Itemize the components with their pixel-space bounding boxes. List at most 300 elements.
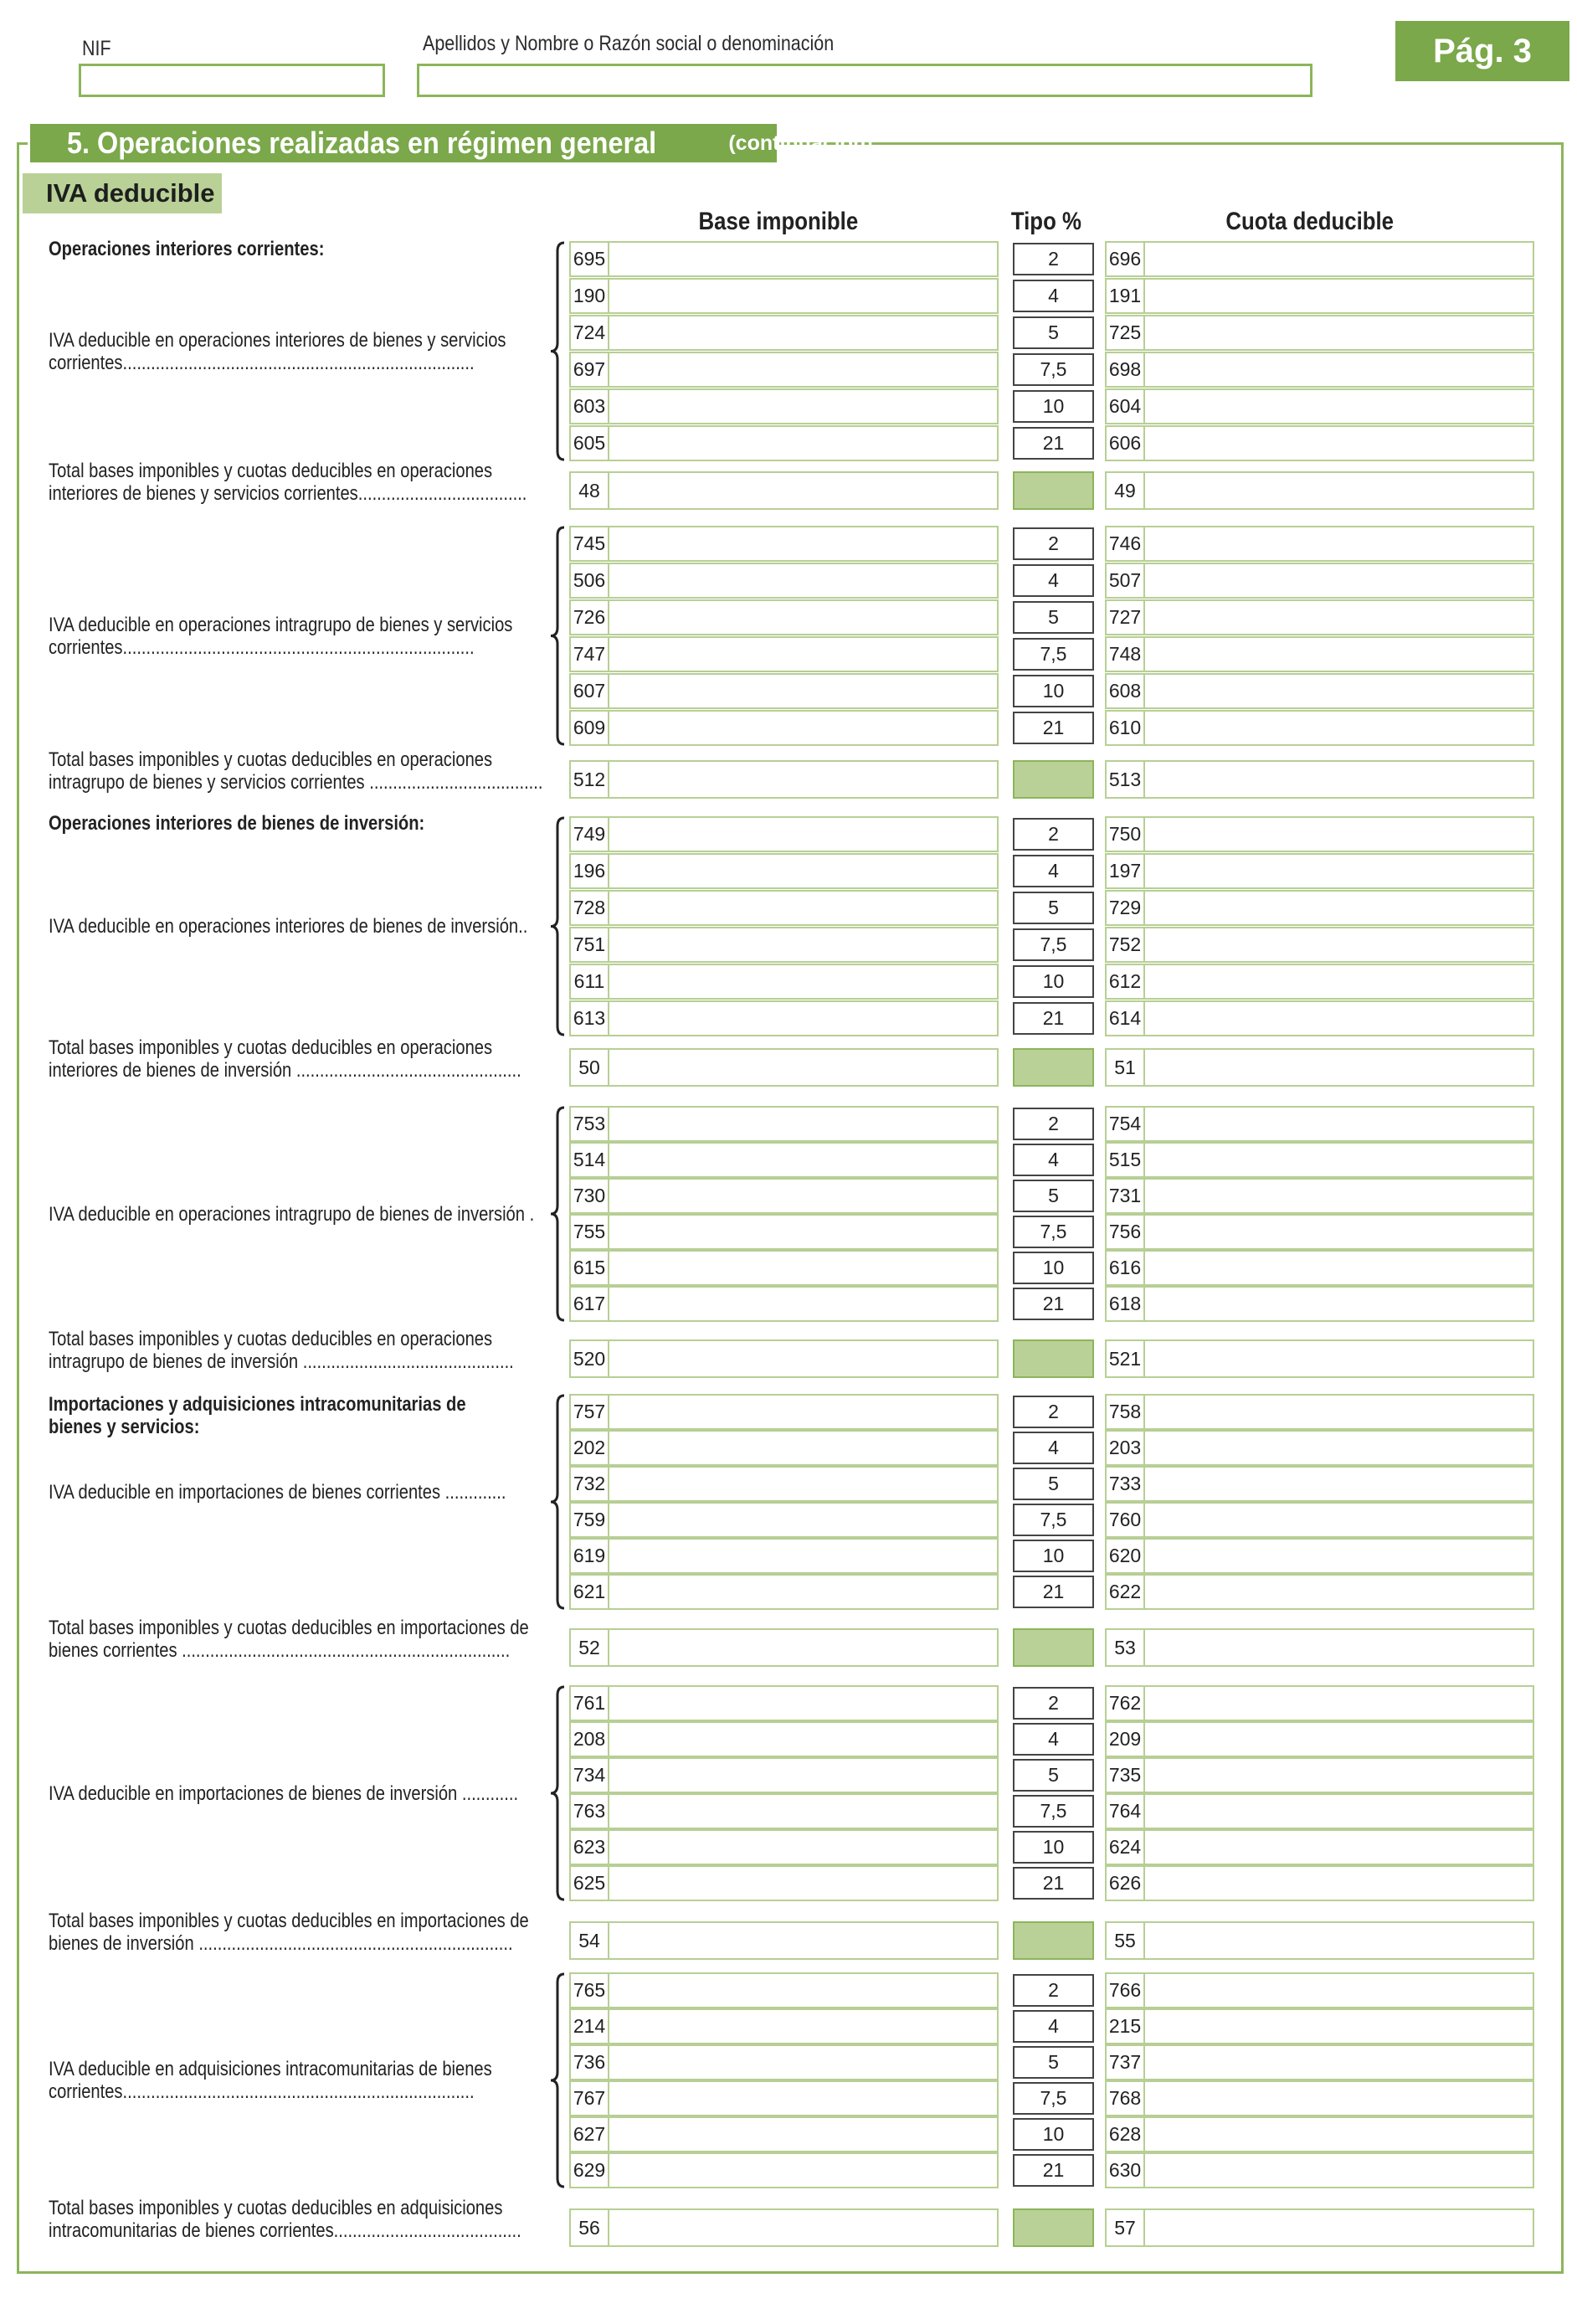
base-box-code: 757 — [571, 1396, 609, 1428]
tipo-rate: 4 — [1013, 1432, 1094, 1464]
tipo-rate: 5 — [1013, 892, 1094, 924]
tipo-rate: 10 — [1013, 1540, 1094, 1572]
cuota-box-code: 733 — [1107, 1468, 1145, 1500]
total-cuota-field[interactable] — [1105, 2208, 1534, 2247]
cuota-deducible-field[interactable] — [1105, 1178, 1534, 1214]
base-box-code: 751 — [571, 928, 609, 961]
cuota-deducible-field[interactable] — [1105, 1721, 1534, 1757]
cuota-input[interactable] — [1145, 427, 1533, 460]
cuota-deducible-field[interactable] — [1105, 1106, 1534, 1142]
cuota-box-code: 610 — [1107, 712, 1145, 744]
base-input[interactable] — [609, 1432, 997, 1464]
cuota-deducible-field[interactable] — [1105, 890, 1534, 926]
cuota-input[interactable] — [1145, 712, 1533, 744]
cuota-input[interactable] — [1145, 1831, 1533, 1864]
base-input[interactable] — [609, 316, 997, 349]
total-base-field[interactable] — [569, 1048, 999, 1087]
total-cuota-code: 53 — [1107, 1630, 1145, 1665]
base-box-code: 697 — [571, 353, 609, 386]
cuota-input[interactable] — [1145, 1288, 1533, 1320]
base-imponible-field[interactable] — [569, 2080, 999, 2116]
cuota-box-code: 746 — [1107, 527, 1145, 560]
base-input[interactable] — [609, 564, 997, 597]
base-imponible-field[interactable] — [569, 1286, 999, 1322]
cuota-input[interactable] — [1145, 1180, 1533, 1212]
group-label-line: corrientes........................................................................... — [49, 2080, 475, 2103]
base-input[interactable] — [609, 353, 997, 386]
base-input[interactable] — [609, 928, 997, 961]
base-box-code: 767 — [571, 2082, 609, 2115]
base-imponible-field[interactable] — [569, 1502, 999, 1538]
base-imponible-field[interactable] — [569, 241, 999, 277]
cuota-deducible-field[interactable] — [1105, 2116, 1534, 2152]
cuota-input[interactable] — [1145, 1974, 1533, 2007]
base-input[interactable] — [609, 855, 997, 887]
total-base-input[interactable] — [609, 2210, 997, 2245]
cuota-deducible-field[interactable] — [1105, 1430, 1534, 1466]
cuota-box-code: 750 — [1107, 818, 1145, 851]
total-label — [49, 1328, 514, 1373]
tipo-rate: 5 — [1013, 1468, 1094, 1500]
cuota-deducible-field[interactable] — [1105, 853, 1534, 889]
cuota-input[interactable] — [1145, 2010, 1533, 2043]
base-box-code: 605 — [571, 427, 609, 460]
base-imponible-field[interactable] — [569, 636, 999, 672]
total-cuota-input[interactable] — [1145, 1341, 1533, 1376]
cuota-input[interactable] — [1145, 353, 1533, 386]
base-imponible-field[interactable] — [569, 890, 999, 926]
cuota-input[interactable] — [1145, 1504, 1533, 1536]
tipo-rate: 2 — [1013, 1108, 1094, 1140]
tipo-rate: 2 — [1013, 818, 1094, 851]
base-box-code: 202 — [571, 1432, 609, 1464]
base-imponible-field[interactable] — [569, 1865, 999, 1901]
base-box-code: 734 — [571, 1759, 609, 1792]
total-base-input[interactable] — [609, 473, 997, 508]
cuota-input[interactable] — [1145, 892, 1533, 924]
base-imponible-field[interactable] — [569, 1972, 999, 2008]
base-input[interactable] — [609, 1180, 997, 1212]
base-input[interactable] — [609, 527, 997, 560]
total-cuota-code: 57 — [1107, 2210, 1145, 2245]
total-base-field[interactable] — [569, 1339, 999, 1378]
cuota-deducible-field[interactable] — [1105, 2044, 1534, 2080]
cuota-input[interactable] — [1145, 2046, 1533, 2079]
cuota-deducible-field[interactable] — [1105, 352, 1534, 388]
base-input[interactable] — [609, 1468, 997, 1500]
group-heading-line: Operaciones interiores de bienes de inversión: — [49, 812, 425, 835]
total-cuota-field[interactable] — [1105, 1921, 1534, 1960]
base-input[interactable] — [609, 280, 997, 312]
cuota-deducible-field[interactable] — [1105, 599, 1534, 635]
tipo-rate: 7,5 — [1013, 1795, 1094, 1828]
total-label — [49, 1617, 529, 1662]
group-label-line: IVA deducible en operaciones intragrupo de bienes de inversión . — [49, 1202, 535, 1226]
base-imponible-field[interactable] — [569, 563, 999, 599]
cuota-input[interactable] — [1145, 2082, 1533, 2115]
cuota-box-code: 748 — [1107, 638, 1145, 671]
base-input[interactable] — [609, 1288, 997, 1320]
cuota-deducible-field[interactable] — [1105, 1250, 1534, 1286]
base-box-code: 759 — [571, 1504, 609, 1536]
total-label — [49, 1910, 529, 1955]
base-box-code: 625 — [571, 1867, 609, 1900]
base-input[interactable] — [609, 1687, 997, 1720]
cuota-box-code: 604 — [1107, 390, 1145, 423]
base-imponible-field[interactable] — [569, 710, 999, 746]
cuota-input[interactable] — [1145, 2118, 1533, 2151]
base-imponible-field[interactable] — [569, 1466, 999, 1502]
base-input[interactable] — [609, 601, 997, 634]
cuota-input[interactable] — [1145, 928, 1533, 961]
cuota-input[interactable] — [1145, 1540, 1533, 1572]
cuota-deducible-field[interactable] — [1105, 1972, 1534, 2008]
total-label — [49, 2197, 521, 2242]
base-imponible-field[interactable] — [569, 1000, 999, 1036]
group-heading — [49, 812, 424, 835]
total-label — [49, 1036, 521, 1082]
base-input[interactable] — [609, 892, 997, 924]
base-box-code: 745 — [571, 527, 609, 560]
cuota-input[interactable] — [1145, 1468, 1533, 1500]
brace-icon — [547, 1394, 568, 1610]
total-base-input[interactable] — [609, 762, 997, 797]
group-label-line: IVA deducible en importaciones de bienes de inversión ............ — [49, 1782, 519, 1805]
base-box-code: 196 — [571, 855, 609, 887]
total-base-input[interactable] — [609, 1050, 997, 1085]
base-box-code: 695 — [571, 243, 609, 275]
base-imponible-field[interactable] — [569, 526, 999, 562]
cuota-input[interactable] — [1145, 280, 1533, 312]
base-input[interactable] — [609, 1723, 997, 1756]
cuota-deducible-field[interactable] — [1105, 1574, 1534, 1610]
cuota-deducible-field[interactable] — [1105, 1142, 1534, 1178]
base-box-code: 208 — [571, 1723, 609, 1756]
cuota-deducible-field[interactable] — [1105, 2080, 1534, 2116]
cuota-input[interactable] — [1145, 1144, 1533, 1176]
cuota-deducible-field[interactable] — [1105, 425, 1534, 461]
base-box-code: 730 — [571, 1180, 609, 1212]
base-imponible-field[interactable] — [569, 1142, 999, 1178]
total-cuota-field[interactable] — [1105, 760, 1534, 799]
base-input[interactable] — [609, 390, 997, 423]
group-heading — [49, 238, 324, 260]
cuota-deducible-field[interactable] — [1105, 636, 1534, 672]
base-input[interactable] — [609, 1759, 997, 1792]
base-input[interactable] — [609, 1974, 997, 2007]
tipo-rate: 10 — [1013, 1831, 1094, 1864]
group-label-line: IVA deducible en adquisiciones intracomunitarias de bienes — [49, 2058, 492, 2080]
cuota-input[interactable] — [1145, 564, 1533, 597]
base-imponible-field[interactable] — [569, 1106, 999, 1142]
cuota-deducible-field[interactable] — [1105, 388, 1534, 424]
cuota-input[interactable] — [1145, 675, 1533, 707]
total-label-line: Total bases imponibles y cuotas deducibles en adquisiciones — [49, 2197, 503, 2219]
base-input[interactable] — [609, 1002, 997, 1035]
cuota-deducible-field[interactable] — [1105, 1685, 1534, 1721]
total-label-line: Total bases imponibles y cuotas deducibles en operaciones — [49, 1328, 493, 1350]
tipo-rate: 21 — [1013, 1576, 1094, 1608]
base-input[interactable] — [609, 2154, 997, 2187]
tipo-rate: 4 — [1013, 1723, 1094, 1756]
base-imponible-field[interactable] — [569, 2044, 999, 2080]
base-imponible-field[interactable] — [569, 673, 999, 709]
total-label-line: Total bases imponibles y cuotas deducibles en importaciones de — [49, 1617, 529, 1639]
cuota-deducible-field[interactable] — [1105, 710, 1534, 746]
base-input[interactable] — [609, 1108, 997, 1140]
cuota-input[interactable] — [1145, 1396, 1533, 1428]
cuota-deducible-field[interactable] — [1105, 241, 1534, 277]
group-label — [49, 1782, 518, 1805]
total-cuota-field[interactable] — [1105, 1339, 1534, 1378]
cuota-input[interactable] — [1145, 2154, 1533, 2187]
cuota-input[interactable] — [1145, 243, 1533, 275]
group-label-line: corrientes........................................................................... — [49, 351, 475, 374]
base-input[interactable] — [609, 965, 997, 998]
base-imponible-field[interactable] — [569, 1430, 999, 1466]
cuota-box-code: 608 — [1107, 675, 1145, 707]
base-imponible-field[interactable] — [569, 1538, 999, 1574]
cuota-deducible-field[interactable] — [1105, 1793, 1534, 1829]
group-label-line: IVA deducible en operaciones interiores de bienes de inversión.. — [49, 915, 528, 938]
nif-label: NIF — [82, 37, 111, 60]
base-imponible-field[interactable] — [569, 2008, 999, 2044]
total-cuota-input[interactable] — [1145, 762, 1533, 797]
tipo-total-shaded — [1013, 1339, 1094, 1378]
base-input[interactable] — [609, 2046, 997, 2079]
cuota-input[interactable] — [1145, 855, 1533, 887]
base-imponible-field[interactable] — [569, 352, 999, 388]
cuota-box-code: 197 — [1107, 855, 1145, 887]
cuota-deducible-field[interactable] — [1105, 526, 1534, 562]
base-input[interactable] — [609, 2010, 997, 2043]
cuota-input[interactable] — [1145, 1759, 1533, 1792]
cuota-input[interactable] — [1145, 818, 1533, 851]
base-box-code: 615 — [571, 1252, 609, 1284]
tipo-rate: 7,5 — [1013, 638, 1094, 671]
cuota-deducible-field[interactable] — [1105, 315, 1534, 351]
total-cuota-input[interactable] — [1145, 1923, 1533, 1958]
tipo-rate: 7,5 — [1013, 353, 1094, 386]
cuota-deducible-field[interactable] — [1105, 1502, 1534, 1538]
cuota-input[interactable] — [1145, 316, 1533, 349]
base-input[interactable] — [609, 1831, 997, 1864]
section-title-suffix: (continuación) — [728, 131, 873, 155]
total-base-code: 52 — [571, 1630, 609, 1665]
cuota-box-code: 735 — [1107, 1759, 1145, 1792]
total-base-field[interactable] — [569, 1628, 999, 1667]
total-base-field[interactable] — [569, 1921, 999, 1960]
tipo-total-shaded — [1013, 1048, 1094, 1087]
tipo-rate: 21 — [1013, 712, 1094, 744]
total-base-input[interactable] — [609, 1341, 997, 1376]
base-imponible-field[interactable] — [569, 1394, 999, 1430]
total-cuota-input[interactable] — [1145, 1050, 1533, 1085]
tipo-rate: 10 — [1013, 675, 1094, 707]
cuota-deducible-field[interactable] — [1105, 2008, 1534, 2044]
cuota-deducible-field[interactable] — [1105, 1466, 1534, 1502]
base-box-code: 736 — [571, 2046, 609, 2079]
base-input[interactable] — [609, 638, 997, 671]
tipo-total-shaded — [1013, 760, 1094, 799]
cuota-deducible-field[interactable] — [1105, 1000, 1534, 1036]
base-input[interactable] — [609, 675, 997, 707]
base-input[interactable] — [609, 1540, 997, 1572]
base-imponible-field[interactable] — [569, 1250, 999, 1286]
total-cuota-input[interactable] — [1145, 1630, 1533, 1665]
total-base-field[interactable] — [569, 471, 999, 510]
tipo-rate: 2 — [1013, 1974, 1094, 2007]
cuota-deducible-field[interactable] — [1105, 563, 1534, 599]
base-imponible-field[interactable] — [569, 1178, 999, 1214]
tipo-total-shaded — [1013, 471, 1094, 510]
total-cuota-code: 51 — [1107, 1050, 1145, 1085]
cuota-input[interactable] — [1145, 1795, 1533, 1828]
cuota-input[interactable] — [1145, 1216, 1533, 1248]
total-base-field[interactable] — [569, 760, 999, 799]
cuota-deducible-field[interactable] — [1105, 278, 1534, 314]
base-box-code: 629 — [571, 2154, 609, 2187]
base-box-code: 214 — [571, 2010, 609, 2043]
cuota-box-code: 628 — [1107, 2118, 1145, 2151]
cuota-box-code: 626 — [1107, 1867, 1145, 1900]
cuota-deducible-field[interactable] — [1105, 1286, 1534, 1322]
cuota-deducible-field[interactable] — [1105, 1865, 1534, 1901]
base-input[interactable] — [609, 1396, 997, 1428]
cuota-box-code: 614 — [1107, 1002, 1145, 1035]
cuota-deducible-field[interactable] — [1105, 1394, 1534, 1430]
base-box-code: 627 — [571, 2118, 609, 2151]
cuota-box-code: 606 — [1107, 427, 1145, 460]
base-imponible-field[interactable] — [569, 2116, 999, 2152]
total-cuota-field[interactable] — [1105, 471, 1534, 510]
base-imponible-field[interactable] — [569, 853, 999, 889]
group-label — [49, 915, 527, 938]
cuota-input[interactable] — [1145, 1687, 1533, 1720]
base-imponible-field[interactable] — [569, 816, 999, 852]
base-input[interactable] — [609, 243, 997, 275]
total-base-input[interactable] — [609, 1630, 997, 1665]
cuota-deducible-field[interactable] — [1105, 1829, 1534, 1865]
base-input[interactable] — [609, 2118, 997, 2151]
cuota-input[interactable] — [1145, 638, 1533, 671]
tipo-rate: 21 — [1013, 1288, 1094, 1320]
cuota-input[interactable] — [1145, 390, 1533, 423]
base-input[interactable] — [609, 1867, 997, 1900]
base-input[interactable] — [609, 712, 997, 744]
total-cuota-code: 55 — [1107, 1923, 1145, 1958]
base-input[interactable] — [609, 1144, 997, 1176]
cuota-box-code: 620 — [1107, 1540, 1145, 1572]
cuota-deducible-field[interactable] — [1105, 1214, 1534, 1250]
base-imponible-field[interactable] — [569, 1757, 999, 1793]
cuota-deducible-field[interactable] — [1105, 2152, 1534, 2188]
base-imponible-field[interactable] — [569, 964, 999, 1000]
base-input[interactable] — [609, 427, 997, 460]
base-imponible-field[interactable] — [569, 2152, 999, 2188]
base-imponible-field[interactable] — [569, 1721, 999, 1757]
cuota-box-code: 760 — [1107, 1504, 1145, 1536]
group-label-line: IVA deducible en importaciones de bienes corrientes ............. — [49, 1480, 506, 1504]
group-heading — [49, 1393, 466, 1438]
base-input[interactable] — [609, 1216, 997, 1248]
cuota-input[interactable] — [1145, 1252, 1533, 1284]
total-base-code: 520 — [571, 1341, 609, 1376]
cuota-input[interactable] — [1145, 1867, 1533, 1900]
cuota-input[interactable] — [1145, 1723, 1533, 1756]
base-imponible-field[interactable] — [569, 388, 999, 424]
base-imponible-field[interactable] — [569, 1793, 999, 1829]
cuota-box-code: 203 — [1107, 1432, 1145, 1464]
total-base-field[interactable] — [569, 2208, 999, 2247]
group-heading-line: Importaciones y adquisiciones intracomunitarias de — [49, 1393, 466, 1416]
total-base-code: 50 — [571, 1050, 609, 1085]
base-input[interactable] — [609, 1252, 997, 1284]
base-imponible-field[interactable] — [569, 927, 999, 963]
base-imponible-field[interactable] — [569, 599, 999, 635]
cuota-input[interactable] — [1145, 527, 1533, 560]
base-imponible-field[interactable] — [569, 278, 999, 314]
cuota-input[interactable] — [1145, 965, 1533, 998]
cuota-input[interactable] — [1145, 1108, 1533, 1140]
cuota-input[interactable] — [1145, 601, 1533, 634]
cuota-box-code: 727 — [1107, 601, 1145, 634]
total-cuota-input[interactable] — [1145, 473, 1533, 508]
cuota-deducible-field[interactable] — [1105, 816, 1534, 852]
group-label-line: IVA deducible en operaciones intragrupo de bienes y servicios — [49, 613, 513, 636]
cuota-deducible-field[interactable] — [1105, 964, 1534, 1000]
base-input[interactable] — [609, 2082, 997, 2115]
cuota-box-code: 754 — [1107, 1108, 1145, 1140]
total-cuota-field[interactable] — [1105, 1628, 1534, 1667]
base-input[interactable] — [609, 1795, 997, 1828]
base-imponible-field[interactable] — [569, 1685, 999, 1721]
base-imponible-field[interactable] — [569, 425, 999, 461]
cuota-input[interactable] — [1145, 1002, 1533, 1035]
cuota-deducible-field[interactable] — [1105, 673, 1534, 709]
base-imponible-field[interactable] — [569, 1574, 999, 1610]
name-field[interactable] — [417, 64, 1312, 97]
total-cuota-field[interactable] — [1105, 1048, 1534, 1087]
cuota-input[interactable] — [1145, 1432, 1533, 1464]
base-imponible-field[interactable] — [569, 1829, 999, 1865]
brace-icon — [547, 526, 568, 746]
cuota-box-code: 768 — [1107, 2082, 1145, 2115]
base-box-code: 617 — [571, 1288, 609, 1320]
base-input[interactable] — [609, 818, 997, 851]
cuota-deducible-field[interactable] — [1105, 1757, 1534, 1793]
tipo-rate: 21 — [1013, 2154, 1094, 2187]
base-imponible-field[interactable] — [569, 1214, 999, 1250]
cuota-box-code: 630 — [1107, 2154, 1145, 2187]
total-base-input[interactable] — [609, 1923, 997, 1958]
base-imponible-field[interactable] — [569, 315, 999, 351]
base-input[interactable] — [609, 1504, 997, 1536]
base-box-code: 613 — [571, 1002, 609, 1035]
section-title-text: 5. Operaciones realizadas en régimen general — [67, 126, 657, 160]
total-cuota-input[interactable] — [1145, 2210, 1533, 2245]
base-input[interactable] — [609, 1576, 997, 1608]
group-heading-line: Operaciones interiores corrientes: — [49, 238, 325, 260]
cuota-deducible-field[interactable] — [1105, 927, 1534, 963]
cuota-box-code: 616 — [1107, 1252, 1145, 1284]
cuota-box-code: 698 — [1107, 353, 1145, 386]
cuota-input[interactable] — [1145, 1576, 1533, 1608]
base-box-code: 753 — [571, 1108, 609, 1140]
nif-field[interactable] — [79, 64, 385, 97]
total-label-line: Total bases imponibles y cuotas deducibles en operaciones — [49, 460, 493, 482]
cuota-deducible-field[interactable] — [1105, 1538, 1534, 1574]
